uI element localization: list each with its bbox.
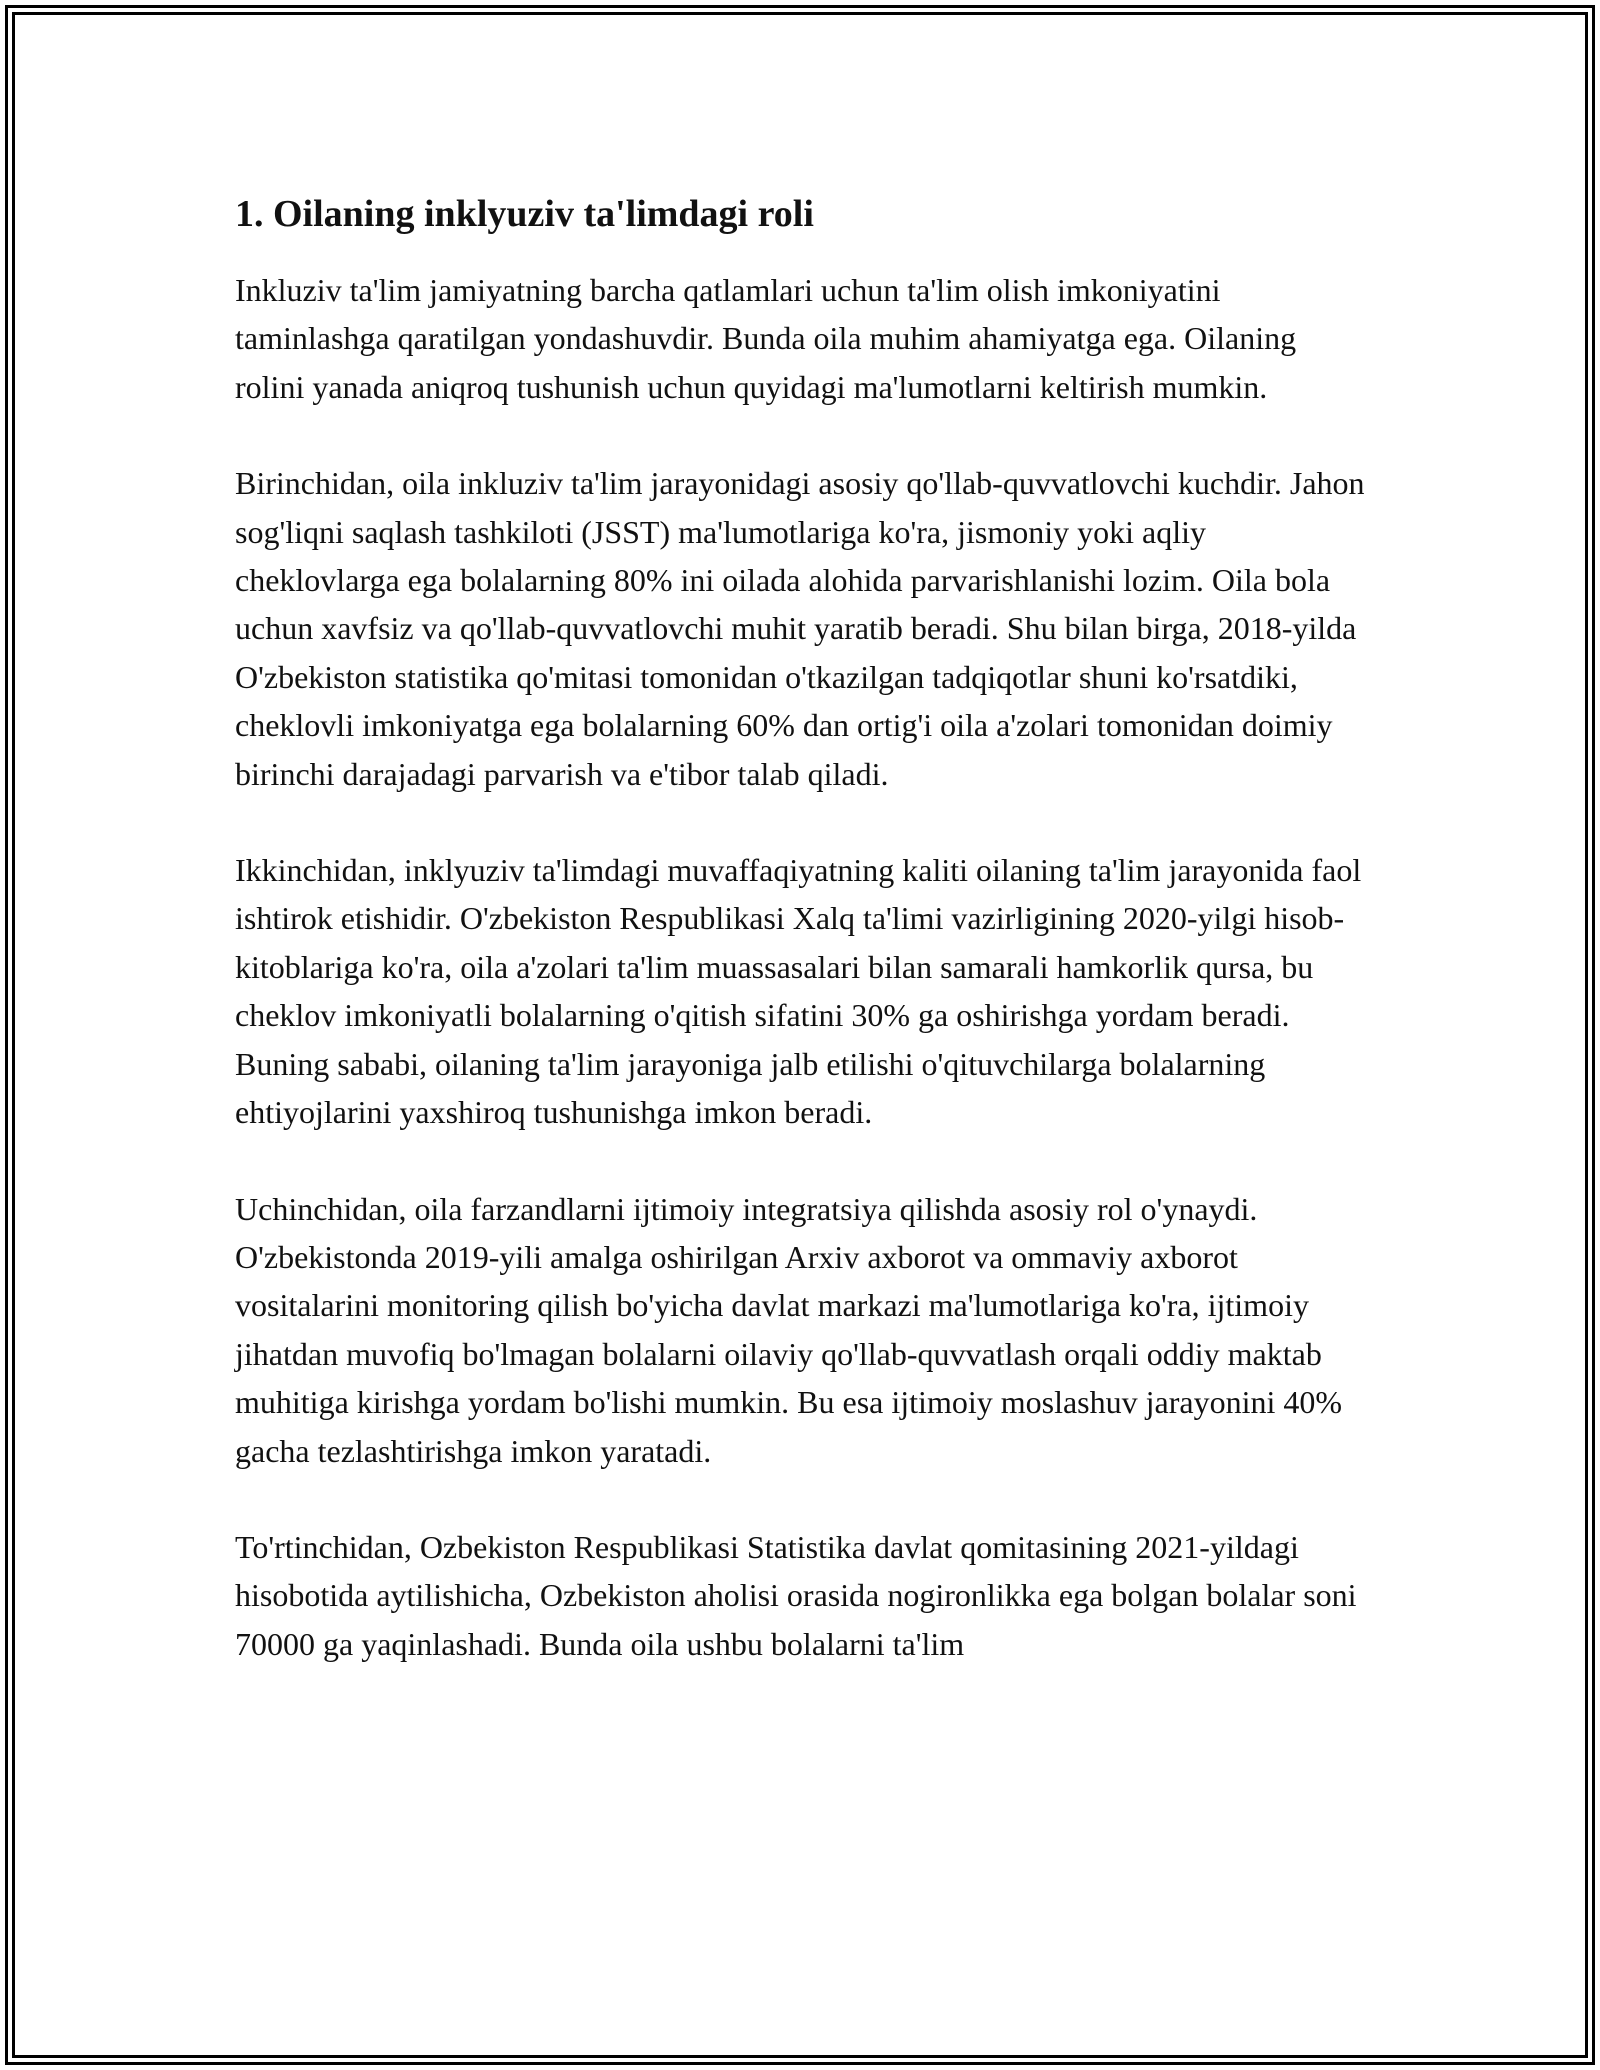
document-body <box>235 188 1365 1716</box>
paragraph-intro: Inkluziv ta'lim jamiyatning barcha qatlamlari uchun ta'lim olish imkoniyatini taminlashga qaratilgan yondashuvdir. Bunda oila muhim ahamiyatga ega. Oilaning rolini yanada aniqroq tushunish uchun quyidagi ma'lumotlarni keltirish mumkin. <box>235 272 1297 405</box>
paragraph-first-point: Birinchidan, oila inkluziv ta'lim jarayonidagi asosiy qo'llab-quvvatlovchi kuchdir. Jahon sog'liqni saqlash tashkiloti (JSST) ma'lumotlariga ko'ra, jismoniy yoki aqliy cheklovlarga ega bolalarning 80% ini oilada alohida parvarishlanishi lozim. Oila bola uchun xavfsiz va qo'llab-quvvatlovchi muhit yaratib beradi. Shu bilan birga, 2018-yilda O'zbekiston statistika qo'mitasi tomonidan o'tkazilgan tadqiqotlar shuni ko'rsatdiki, cheklovli imkoniyatga ega bolalarning 60% dan ortig'i oila a'zolari tomonidan doimiy birinchi darajadagi parvarish va e'tibor talab qiladi. <box>235 465 1365 792</box>
paragraph-third-point: Uchinchidan, oila farzandlarni ijtimoiy integratsiya qilishda asosiy rol o'ynaydi. O'zbekistonda 2019-yili amalga oshirilgan Arxiv axborot va ommaviy axborot vositalarini monitoring qilish bo'yicha davlat markazi ma'lumotlariga ko'ra, ijtimoiy jihatdan muvofiq bo'lmagan bolalarni oilaviy qo'llab-quvvatlash orqali oddiy maktab muhitiga kirishga yordam bo'lishi mumkin. Bu esa ijtimoiy moslashuv jarayonini 40% gacha tezlashtirishga imkon yaratadi. <box>235 1190 1342 1469</box>
section-heading: 1. Oilaning inklyuziv ta'limdagi roli <box>235 193 814 235</box>
paragraph-fourth-point: To'rtinchidan, Ozbekiston Respublikasi Statistika davlat qomitasining 2021-yildagi hisobotida aytilishicha, Ozbekiston aholisi orasida nogironlikka ega bolgan bolalar soni 70000 ga yaqinlashadi. Bunda oila ushbu bolalarni ta'lim <box>235 1528 1357 1662</box>
paragraph-second-point: Ikkinchidan, inklyuziv ta'limdagi muvaffaqiyatning kaliti oilaning ta'lim jarayonida faol ishtirok etishidir. O'zbekiston Respublikasi Xalq ta'limi vazirligining 2020-yilgi hisob-kitoblariga ko'ra, oila a'zolari ta'lim muassasalari bilan samarali hamkorlik qursa, bu cheklov imkoniyatli bolalarning o'qitish sifatini 30% ga oshirishga yordam beradi. Buning sababi, oilaning ta'lim jarayoniga jalb etilishi o'qituvchilarga bolalarning ehtiyojlarini yaxshiroq tushunishga imkon beradi. <box>235 852 1362 1131</box>
